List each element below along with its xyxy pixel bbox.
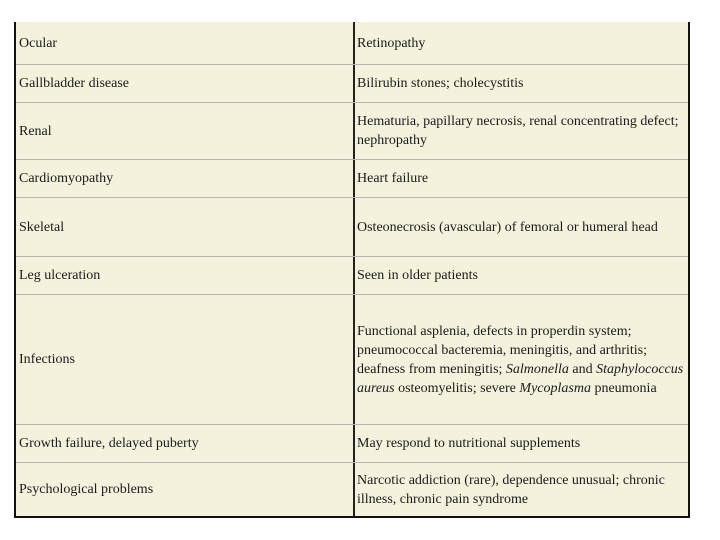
table-row	[16, 295, 688, 425]
table-row	[16, 198, 688, 257]
table-row	[16, 257, 688, 295]
table-row	[16, 425, 688, 463]
manifestation-cell: Seen in older patients	[357, 268, 478, 283]
condition-cell: Leg ulceration	[19, 268, 101, 283]
table-row	[16, 65, 688, 103]
complications-table	[14, 22, 690, 518]
manifestation-cell: Osteonecrosis (avascular) of femoral or humeral head	[357, 219, 658, 235]
manifestation-text: and	[568, 361, 597, 377]
condition-cell: Ocular	[19, 35, 58, 51]
manifestation-cell	[357, 295, 689, 424]
table-row	[16, 22, 688, 65]
condition-cell: Renal	[19, 123, 52, 139]
manifestation-cell: May respond to nutritional supplements	[357, 436, 581, 451]
table-row	[16, 463, 688, 516]
condition-cell: Gallbladder disease	[19, 76, 130, 91]
manifestation-cell: Bilirubin stones; cholecystitis	[357, 76, 524, 91]
organism-name: Staphylococcus aureus	[357, 361, 684, 396]
manifestation-cell: Retinopathy	[357, 35, 426, 51]
table-row	[16, 103, 688, 160]
manifestation-text: Functional asplenia, defects in properdin system; pneumococcal bacteremia, meningitis, and arthritis; deafness from meningitis;	[357, 323, 648, 377]
condition-cell: Growth failure, delayed puberty	[19, 436, 199, 451]
organism-name: Mycoplasma	[519, 380, 591, 396]
manifestation-cell: Narcotic addiction (rare), dependence unusual; chronic illness, chronic pain syndrome	[357, 472, 665, 507]
manifestation-cell: Heart failure	[357, 171, 429, 186]
table-row	[16, 160, 688, 198]
condition-cell: Cardiomyopathy	[19, 171, 114, 186]
manifestation-text: osteomyelitis; severe	[394, 380, 520, 396]
organism-name: Salmonella	[505, 361, 569, 377]
manifestation-cell: Hematuria, papillary necrosis, renal concentrating defect; nephropathy	[357, 114, 679, 148]
condition-cell: Skeletal	[19, 219, 65, 235]
manifestation-text: pneumonia	[590, 380, 657, 396]
condition-cell: Psychological problems	[19, 482, 154, 497]
condition-cell: Infections	[19, 352, 75, 367]
